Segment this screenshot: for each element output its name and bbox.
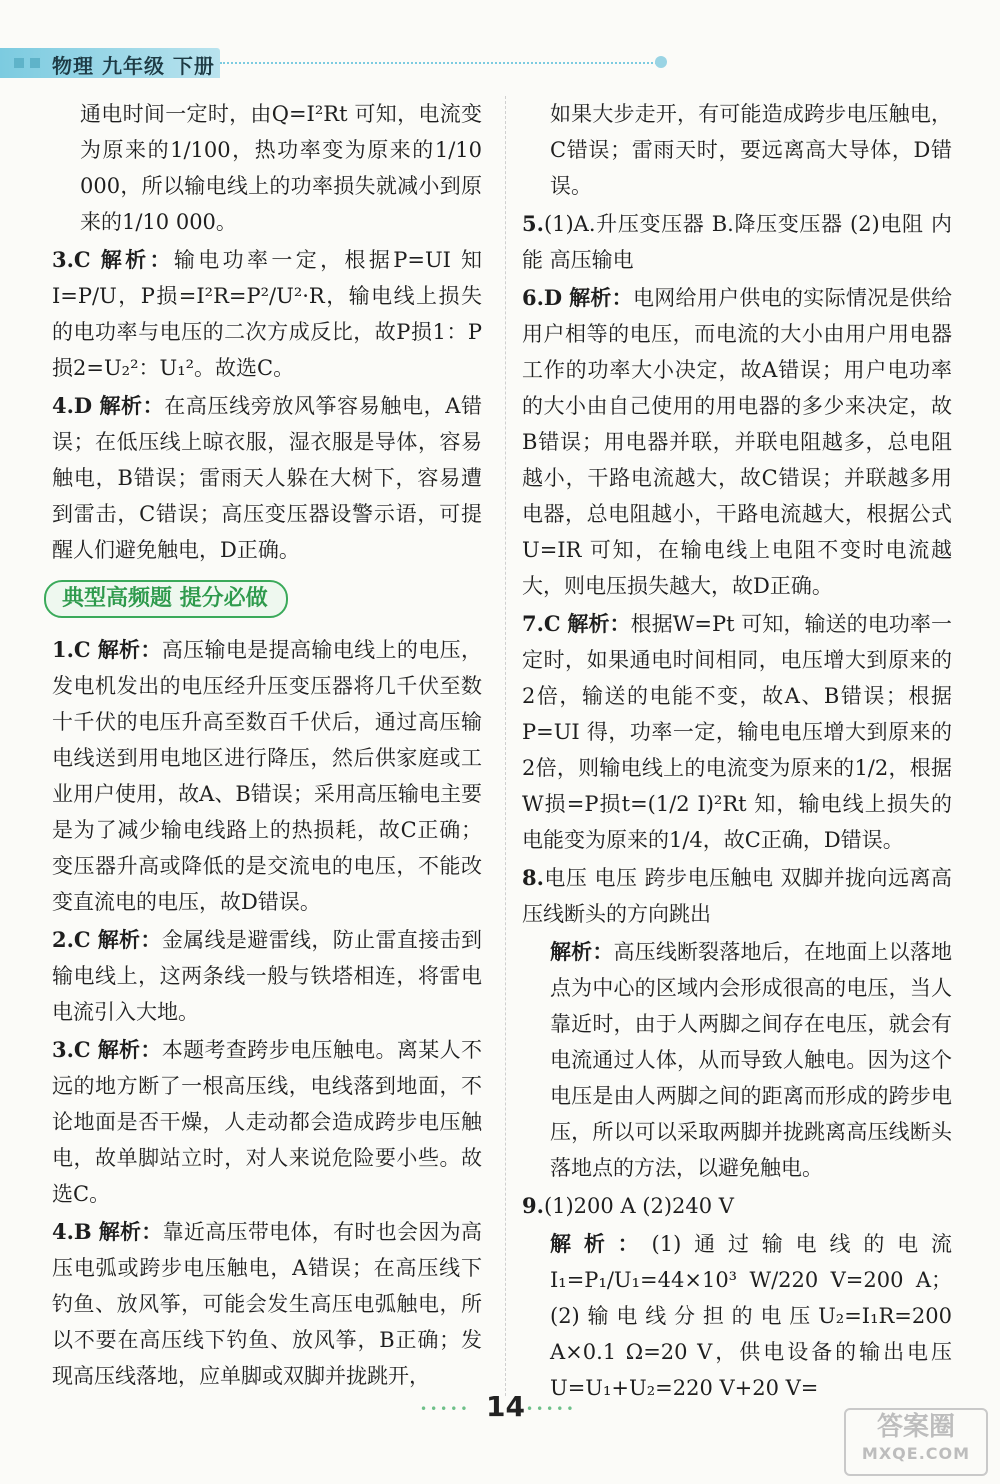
watermark-logo — [844, 1408, 988, 1476]
answer-item — [522, 606, 952, 858]
answer-item — [52, 388, 482, 568]
answer-item — [52, 632, 482, 920]
answer-item — [522, 280, 952, 604]
answer-text: 输电功率一定，根据P=UI 知I=P/U，P损=I²R=P²/U²·R，输电线上损失的电功率与电压的二次方成反比，故P损1：P损2=U₂²：U₁²。故选C。 — [52, 248, 482, 380]
answer-number: 6.D — [522, 285, 563, 310]
answer-number: 2.C — [52, 927, 91, 952]
answer-text: (1)通过输电线的电流 I₁=P₁/U₁=44×10³ W/220 V=200 A；(2)输电线分担的电压U₂=I₁R=200 A×0.1 Ω=20 V，供电设备的输出电压U=U₁+U₂=220 V+20 V= — [550, 1232, 953, 1400]
answer-item — [52, 1214, 482, 1394]
answer-number: 4.D — [52, 393, 93, 418]
footer-decoration-icon: ••••• — [420, 1402, 471, 1416]
answer-text: 在高压线旁放风筝容易触电，A错误；在低压线上晾衣服，湿衣服是导体，容易触电，B错误；雷雨天人躲在大树下，容易遭到雷击，C错误；高压变压器设警示语，可提醒人们避免触电，D正确。 — [52, 394, 483, 562]
analysis-label: 解析： — [100, 247, 174, 272]
analysis-label: 解析： — [97, 1037, 162, 1062]
answer-text: (1)A.升压变压器 B.降压变压器 (2)电阻 内能 高压输电 — [522, 212, 952, 272]
answer-text: 金属线是避雷线，防止雷直接击到输电线上，这两条线一般与铁塔相连，将雷电电流引入大地。 — [52, 928, 483, 1024]
watermark-url: MXQE.COM — [861, 1444, 971, 1463]
answer-number: 3.C — [52, 1037, 91, 1062]
column-divider — [505, 96, 506, 1396]
answer-item — [52, 922, 482, 1030]
answer-text: 靠近高压带电体，有时也会因为高压电弧或跨步电压触电，A错误；在高压线下钓鱼、放风筝，可能会发生高压电弧触电，所以不要在高压线下钓鱼、放风筝，B正确；发现高压线落地，应单脚或双脚并拢跳开， — [52, 1220, 482, 1388]
analysis-label: 解析： — [97, 927, 162, 952]
analysis-label: 解析： — [550, 1231, 652, 1256]
section-title: 典型高频题 提分必做 — [44, 580, 288, 618]
answer-number: 8. — [522, 865, 544, 890]
answer-number: 3.C — [52, 247, 91, 272]
answer-number: 5. — [522, 211, 544, 236]
header-dot-icon — [655, 56, 667, 68]
analysis-label: 解析： — [567, 611, 631, 636]
answer-item — [522, 206, 952, 278]
analysis-label: 解析： — [569, 285, 633, 310]
answer-number: 9. — [522, 1193, 544, 1218]
header-title: 物理 九年级 下册 — [52, 54, 215, 78]
paragraph: 通电时间一定时，由Q=I²Rt 可知，电流变为原来的1/100，热功率变为原来的1/10 000，所以输电线上的功率损失就减小到原来的1/10 000。 — [80, 102, 482, 234]
answer-item — [522, 1188, 952, 1224]
analysis-label: 解析： — [99, 393, 165, 418]
analysis-label: 解析： — [97, 637, 162, 662]
answer-text: 高压线断裂落地后，在地面上以落地点为中心的区域内会形成很高的电压，当人靠近时，由于人两脚之间存在电压，就会有电流通过人体，从而导致人触电。因为这个电压是由人两脚之间的距离而形成的跨步电压，所以可以采取两脚并拢跳离高压线断头落地点的方法，以避免触电。 — [550, 940, 952, 1180]
answer-number: 7.C — [522, 611, 561, 636]
analysis-paragraph — [522, 934, 952, 1186]
answer-number: 1.C — [52, 637, 91, 662]
answer-item — [522, 860, 952, 932]
answer-text: 电压 电压 跨步电压触电 双脚并拢向远离高压线断头的方向跳出 — [522, 866, 952, 926]
answer-item — [52, 242, 482, 386]
answer-number: 4.B — [52, 1219, 92, 1244]
header-square-icon — [30, 58, 40, 68]
watermark-logo-text: 答案圈 — [876, 1412, 955, 1442]
left-column — [52, 96, 482, 1396]
answer-text: 本题考查跨步电压触电。离某人不远的地方断了一根高压线，电线落到地面，不论地面是否干燥，人走动都会造成跨步电压触电，故单脚站立时，对人来说危险要小些。故选C。 — [52, 1038, 483, 1206]
answer-text: 电网给用户供电的实际情况是供给用户相等的电压，而电流的大小由用户用电器工作的功率大小决定，故A错误；用户电功率的大小由自己使用的用电器的多少来决定，故B错误；用电器并联，并联电阻越多，总电阻越小，干路电流越大，故C错误；并联越多用电器，总电阻越小，干路电流越大，根据公式U=IR 可知，在输电线上电阻不变时电流越大，则电压损失越大，故D正确。 — [522, 286, 953, 598]
answer-text: (1)200 A (2)240 V — [543, 1194, 734, 1218]
analysis-label: 解析： — [550, 939, 614, 964]
paragraph: 如果大步走开，有可能造成跨步电压触电，C错误；雷雨天时，要远离高大导体，D错误。 — [550, 102, 952, 198]
page-number: 14 — [486, 1390, 525, 1423]
header-dotted-line — [220, 62, 660, 64]
analysis-paragraph — [522, 1226, 952, 1406]
right-column — [522, 96, 952, 1408]
header-square-icon — [14, 58, 24, 68]
answer-text: 高压输电是提高输电线上的电压，发电机发出的电压经升压变压器将几千伏至数十千伏的电压升高至数百千伏后，通过高压输电线送到用电地区进行降压，然后供家庭或工业用户使用，故A、B错误；采用高压输电主要是为了减少输电线路上的热损耗，故C正确；变压器升高或降低的是交流电的电压，不能改变直流电的电压，故D错误。 — [52, 638, 483, 914]
answer-text: 根据W=Pt 可知，输送的电功率一定时，如果通电时间相同，电压增大到原来的2倍，输送的电能不变，故A、B错误；根据P=UI 得，功率一定，输电电压增大到原来的2倍，则输电线上的电流变为原来的1/2，根据W损=P损t=(1/2 I)²Rt 知，输电线上损失的电能变为原来的1/4，故C正确，D错误。 — [522, 612, 952, 852]
analysis-label: 解析： — [98, 1219, 163, 1244]
answer-item — [52, 1032, 482, 1212]
footer-decoration-icon: ••••• — [526, 1402, 577, 1416]
